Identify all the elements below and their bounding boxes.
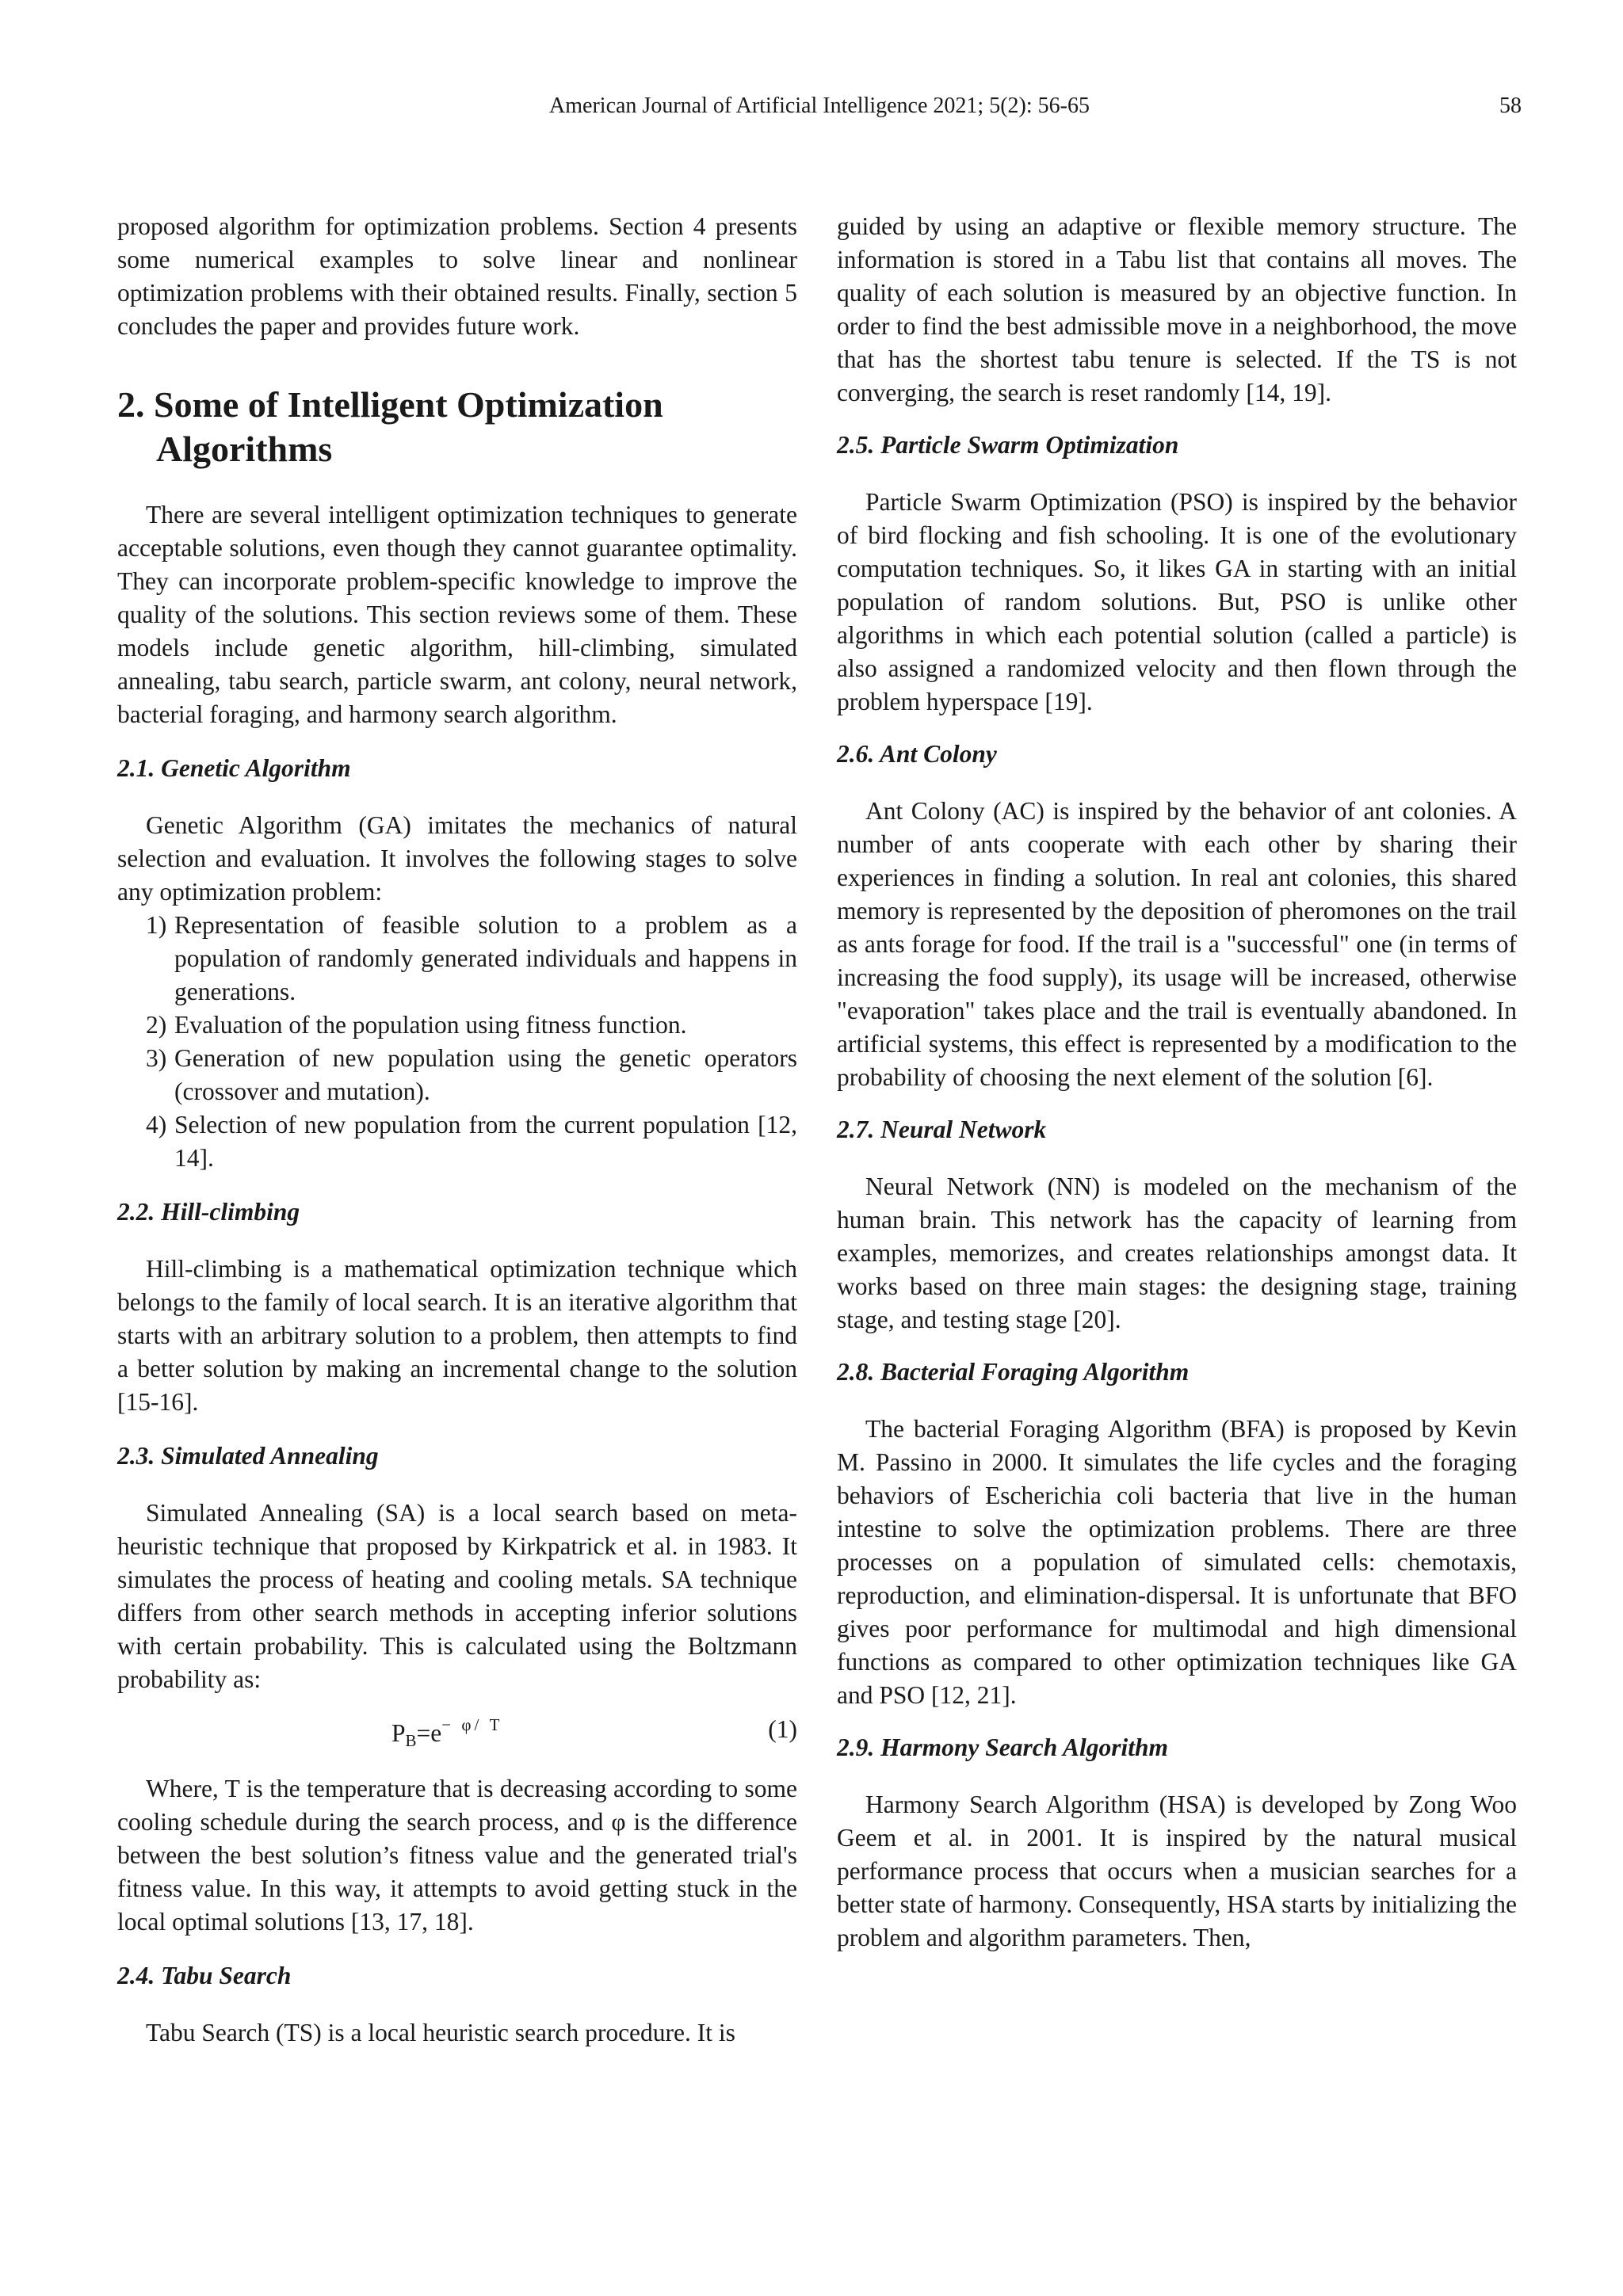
right-column [837, 210, 1517, 1955]
left-column [117, 210, 797, 2050]
subsection-2-3-heading: 2.3. Simulated Annealing [117, 1442, 379, 1470]
journal-citation: American Journal of Artificial Intelligence 2021; 5(2): 56-65 [549, 93, 1090, 118]
harmony-search-paragraph: Harmony Search Algorithm (HSA) is developed by Zong Woo Geem et al. in 2001. It is inspired by the natural musical performance process that occurs when a musician searches for a better state of harmony. Consequently, HSA starts by initializing the problem and algorithm parameters. Then, [837, 1791, 1517, 1951]
running-header [117, 93, 1522, 128]
subsection-2-4-heading: 2.4. Tabu Search [117, 1962, 292, 1989]
particle-swarm-paragraph: Particle Swarm Optimization (PSO) is inspired by the behavior of bird flocking and fish schooling. It is one of the evolutionary computation techniques. So, it likes GA in starting with an initial population of random solutions. But, PSO is unlike other algorithms in which each potential solution (called a particle) is also assigned a randomized velocity and then flown through the problem hyperspace [19]. [837, 488, 1517, 715]
ant-colony-paragraph: Ant Colony (AC) is inspired by the behavior of ant colonies. A number of ants cooperate with each other by sharing their experiences in finding a solution. In real ant colonies, this shared memory is represented by the deposition of pheromones on the trail as ants forage for food. If the trail is a "successful" one (in terms of increasing the food supply), its usage will be increased, otherwise "evaporation" takes place and the trail is eventually abandoned. In artificial systems, this effect is represented by a modification to the probability of choosing the next element of the solution [6]. [837, 797, 1517, 1091]
subsection-2-8-heading: 2.8. Bacterial Foraging Algorithm [837, 1358, 1190, 1386]
subsection-2-9-heading: 2.9. Harmony Search Algorithm [837, 1733, 1169, 1761]
list-item: 4) Selection of new population from the current population [12, 14]. [146, 1111, 797, 1172]
list-item: 1) Representation of feasible solution to a problem as a population of randomly generated individuals and happens in generations. [146, 911, 797, 1005]
genetic-algorithm-paragraph: Genetic Algorithm (GA) imitates the mechanics of natural selection and evaluation. It involves the following stages to solve any optimization problem: [117, 811, 797, 906]
intro-continuation-paragraph: proposed algorithm for optimization problems. Section 4 presents some numerical examples to solve linear and nonlinear optimization problems with their obtained results. Finally, section 5 concludes the paper and provides future work. [117, 212, 797, 340]
subsection-2-2-heading: 2.2. Hill-climbing [117, 1198, 300, 1226]
bacterial-foraging-paragraph: The bacterial Foraging Algorithm (BFA) is proposed by Kevin M. Passino in 2000. It simulates the life cycles and the foraging behaviors of Escherichia coli bacteria that live in the human intestine to solve the optimization problems. There are three processes on a population of simulated cells: chemotaxis, reproduction, and elimination-dispersal. It is unfortunate that BFO gives poor performance for multimodal and high dimensional functions as compared to other optimization techniques like GA and PSO [12, 21]. [837, 1415, 1517, 1709]
hill-climbing-paragraph: Hill-climbing is a mathematical optimization technique which belongs to the family of local search. It is an iterative algorithm that starts with an arbitrary solution to a problem, then attempts to find a better solution by making an incremental change to the solution [15-16]. [117, 1255, 797, 1416]
simulated-annealing-paragraph-2: Where, T is the temperature that is decreasing according to some cooling schedule during the search process, and φ is the difference between the best solution’s fitness value and the generated trial's fitness value. In this way, it attempts to avoid getting stuck in the local optimal solutions [13, 17, 18]. [117, 1775, 797, 1936]
simulated-annealing-paragraph: Simulated Annealing (SA) is a local search based on meta-heuristic technique that proposed by Kirkpatrick et al. in 1983. It simulates the process of heating and cooling metals. SA technique differs from other search methods in accepting inferior solutions with certain probability. This is calculated using the Boltzmann probability as: [117, 1499, 797, 1693]
section-2-number: 2. [117, 384, 145, 425]
subsection-2-5-heading: 2.5. Particle Swarm Optimization [837, 431, 1179, 459]
list-item: 2) Evaluation of the population using fitness function. [146, 1011, 687, 1039]
subsection-2-6-heading: 2.6. Ant Colony [837, 740, 997, 768]
subsection-2-1-heading: 2.1. Genetic Algorithm [117, 754, 351, 782]
boltzmann-equation [117, 1711, 797, 1755]
equation-body: $P_B=e^{- \varphi/ T}$ [391, 1715, 503, 1750]
ga-stages-list [117, 909, 797, 1175]
list-item: 3) Generation of new population using the genetic operators (crossover and mutation). [146, 1044, 797, 1105]
section-2-paragraph: There are several intelligent optimization techniques to generate acceptable solutions, even though they cannot guarantee optimality. They can incorporate problem-specific knowledge to improve the quality of the solutions. This section reviews some of them. These models include genetic algorithm, hill-climbing, simulated annealing, tabu search, particle swarm, ant colony, neural network, bacterial foraging, and harmony search algorithm. [117, 501, 797, 728]
neural-network-paragraph: Neural Network (NN) is modeled on the mechanism of the human brain. This network has the capacity of learning from examples, memorizes, and creates relationships amongst data. It works based on three main stages: the designing stage, training stage, and testing stage [20]. [837, 1173, 1517, 1333]
page-number: 58 [1499, 93, 1522, 118]
tabu-search-paragraph-continued: guided by using an adaptive or flexible memory structure. The information is stored in a Tabu list that contains all moves. The quality of each solution is measured by an objective function. In order to find the best admissible move in a neighborhood, the move that has the shortest tabu tenure is selected. If the TS is not converging, the search is reset randomly [14, 19]. [837, 212, 1517, 406]
section-2-title: Some of Intelligent Optimization Algorithms [154, 384, 663, 469]
equation-number: (1) [768, 1715, 797, 1743]
tabu-search-paragraph-start: Tabu Search (TS) is a local heuristic search procedure. It is [146, 2019, 735, 2046]
subsection-2-7-heading: 2.7. Neural Network [837, 1116, 1047, 1143]
section-2-heading [117, 383, 797, 471]
